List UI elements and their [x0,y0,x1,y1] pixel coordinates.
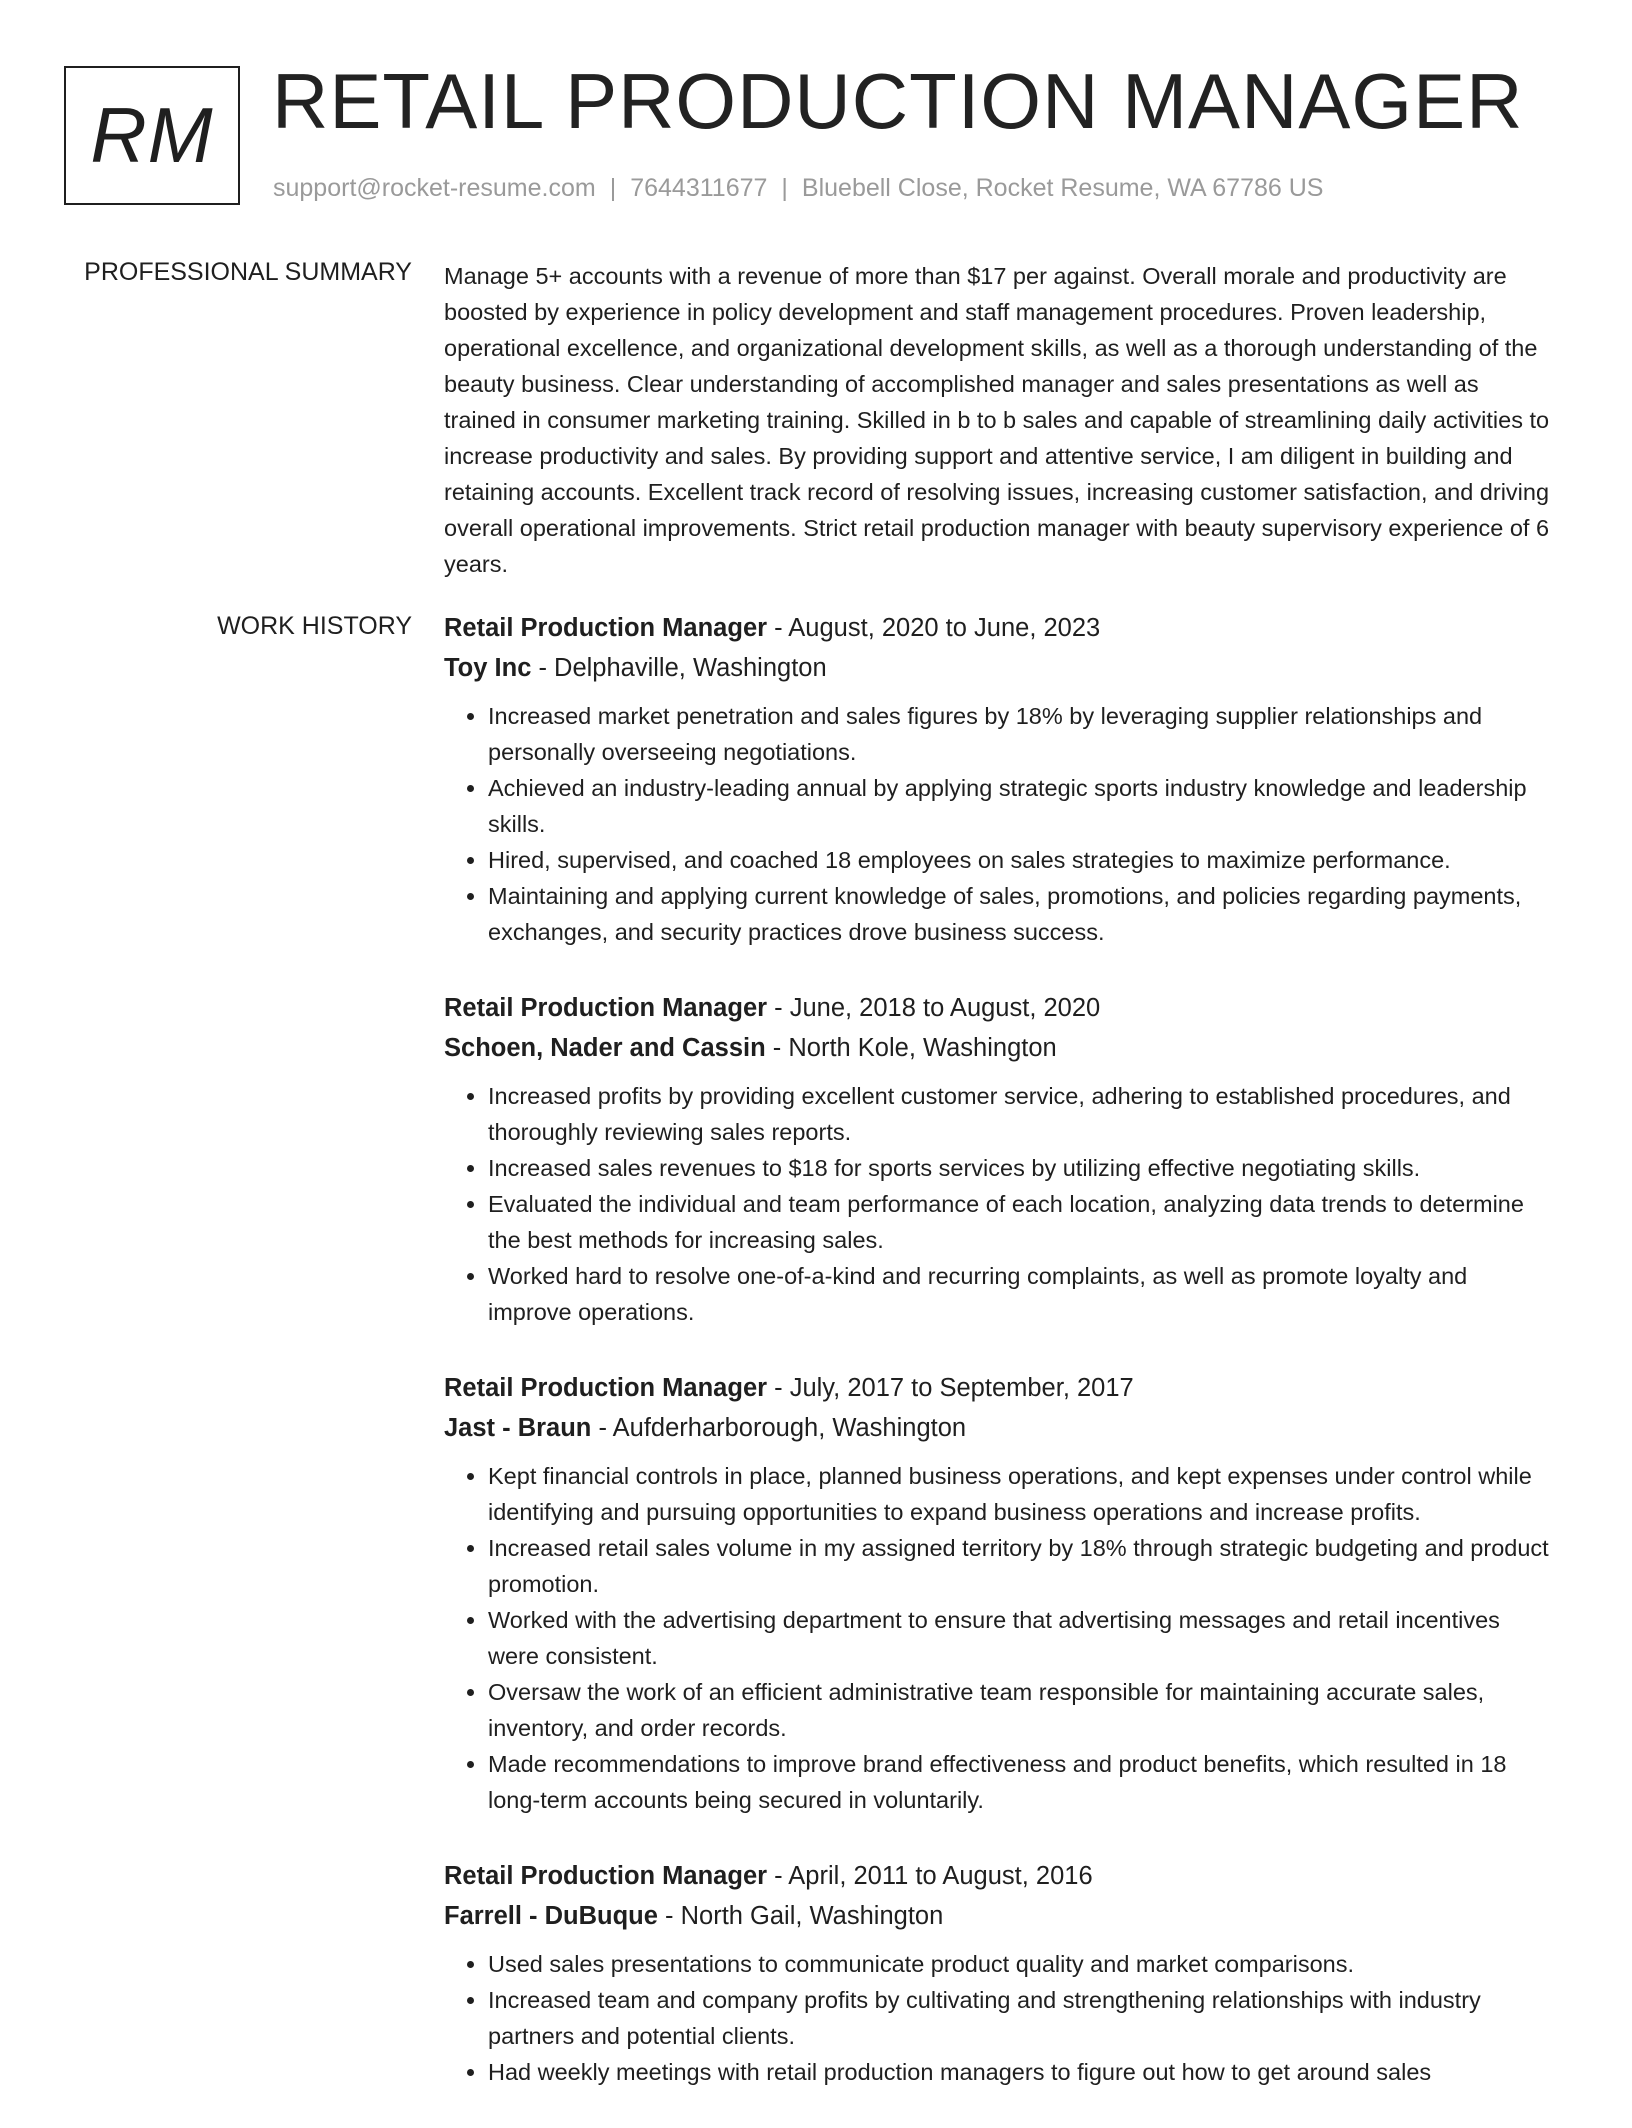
section-label-summary: PROFESSIONAL SUMMARY [84,258,412,286]
job-dates: - June, 2018 to August, 2020 [767,994,1101,1022]
job-entry [444,1856,1556,2090]
job-role: Retail Production Manager [444,1374,768,1402]
job-bullet: • Used sales presentations to communicate product quality and market comparisons. [488,1946,1556,1982]
job-company: Farrell - DuBuque [444,1902,658,1930]
job-title-line [444,1856,1556,1896]
job-bullet: • Kept financial controls in place, planned business operations, and kept expenses under control while identifying and pursuing opportunities to expand business operations and increase profits. [488,1458,1556,1530]
job-title-line [444,988,1556,1028]
job-location: - Delphaville, Washington [531,654,827,682]
job-bullets [444,1946,1556,2090]
job-dates: - July, 2017 to September, 2017 [767,1374,1134,1402]
job-role: Retail Production Manager [444,994,768,1022]
job-role: Retail Production Manager [444,614,768,642]
job-bullet: • Increased retail sales volume in my assigned territory by 18% through strategic budgeting and product promotion. [488,1530,1556,1602]
contact-phone: 7644311677 [630,174,768,202]
job-bullet: • Made recommendations to improve brand effectiveness and product benefits, which resulted in 18 long-term accounts being secured in voluntarily. [488,1746,1556,1818]
job-role: Retail Production Manager [444,1862,768,1890]
job-bullet: • Had weekly meetings with retail production managers to figure out how to get around sales [488,2054,1556,2090]
job-bullet: • Increased sales revenues to $18 for sports services by utilizing effective negotiating skills. [488,1150,1556,1186]
monogram: RM [64,66,240,205]
job-location: - North Gail, Washington [657,1902,944,1930]
job-location: - Aufderharborough, Washington [591,1414,967,1442]
job-bullet: • Increased profits by providing excellent customer service, adhering to established procedures, and thoroughly reviewing sales reports. [488,1078,1556,1150]
job-entry [444,608,1556,950]
job-company: Toy Inc [444,654,532,682]
job-company: Schoen, Nader and Cassin [444,1034,766,1062]
work-history [444,608,1556,2128]
job-company: Jast - Braun [444,1414,592,1442]
contact-address: Bluebell Close, Rocket Resume, WA 67786 US [801,174,1324,202]
contact-email: support@rocket-resume.com [273,174,596,202]
job-company-line [444,648,1556,688]
job-title-line [444,1368,1556,1408]
section-label-work-history: WORK HISTORY [217,612,412,640]
job-location: - North Kole, Washington [765,1034,1057,1062]
job-company-line [444,1028,1556,1068]
contact-separator: | [781,174,788,202]
job-entry [444,1368,1556,1818]
job-bullet: • Evaluated the individual and team performance of each location, analyzing data trends to determine the best methods for increasing sales. [488,1186,1556,1258]
job-bullet: • Worked hard to resolve one-of-a-kind and recurring complaints, as well as promote loyalty and improve operations. [488,1258,1556,1330]
job-entry [444,988,1556,1330]
job-bullet: • Hired, supervised, and coached 18 employees on sales strategies to maximize performance. [488,842,1556,878]
job-title-line [444,608,1556,648]
job-bullet: • Worked with the advertising department to ensure that advertising messages and retail incentives were consistent. [488,1602,1556,1674]
summary-text: Manage 5+ accounts with a revenue of more than $17 per against. Overall morale and productivity are boosted by experience in policy development and staff management procedures. Proven leadership, operational excellence, and organizational development skills, as well as a thorough understanding of the beauty business. Clear understanding of accomplished manager and sales presentations as well as trained in consumer marketing training. Skilled in b to b sales and capable of streamlining daily activities to increase productivity and sales. By providing support and attentive service, I am diligent in building and retaining accounts. Excellent track record of resolving issues, increasing customer satisfaction, and driving overall operational improvements. Strict retail production manager with beauty supervisory experience of 6 years. [444,263,1550,577]
job-company-line [444,1896,1556,1936]
job-bullets [444,1078,1556,1330]
job-bullet: • Increased team and company profits by cultivating and strengthening relationships with industry partners and potential clients. [488,1982,1556,2054]
job-bullet: • Increased market penetration and sales figures by 18% by leveraging supplier relationships and personally overseeing negotiations. [488,698,1556,770]
job-company-line [444,1408,1556,1448]
page-title: RETAIL PRODUCTION MANAGER [272,57,1524,145]
job-bullets [444,1458,1556,1818]
contact-line [273,174,1323,203]
contact-separator: | [609,174,617,202]
job-bullet: • Achieved an industry-leading annual by applying strategic sports industry knowledge and leadership skills. [488,770,1556,842]
job-bullets [444,698,1556,950]
job-bullet: • Maintaining and applying current knowledge of sales, promotions, and policies regarding payments, exchanges, and security practices drove business success. [488,878,1556,950]
job-bullet: • Oversaw the work of an efficient administrative team responsible for maintaining accurate sales, inventory, and order records. [488,1674,1556,1746]
job-dates: - August, 2020 to June, 2023 [767,614,1101,642]
job-dates: - April, 2011 to August, 2016 [767,1862,1093,1890]
